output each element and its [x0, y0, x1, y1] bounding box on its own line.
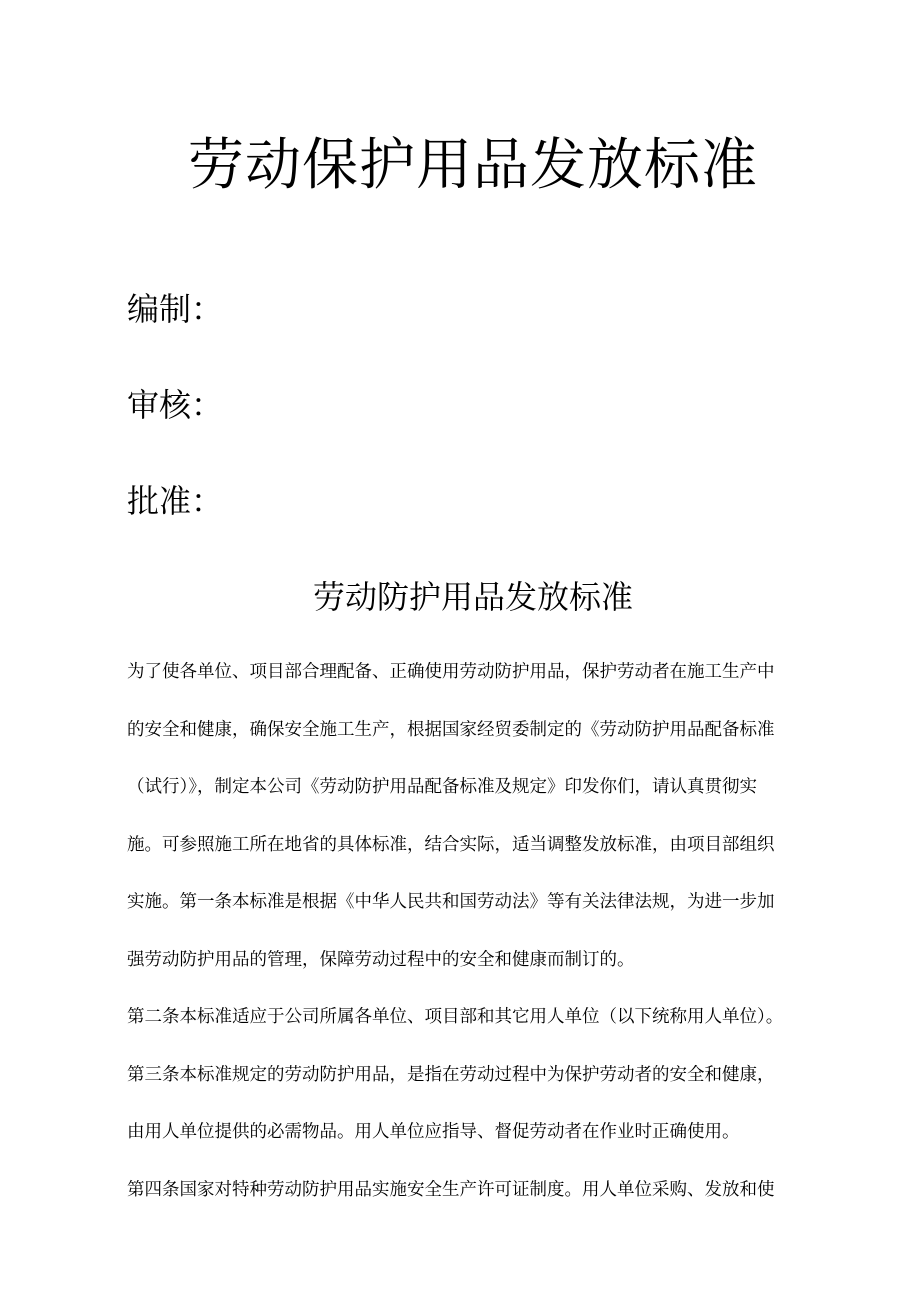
body-line: 实施。第一条本标准是根据《中华人民共和国劳动法》等有关法律法规，为进一步加 — [127, 892, 775, 912]
body-line: 由用人单位提供的必需物品。用人单位应指导、督促劳动者在作业时正确使用。 — [127, 1122, 740, 1142]
body-line: 第二条本标准适应于公司所属各单位、项目部和其它用人单位（以下统称用人单位）。 — [127, 1007, 784, 1027]
document-subtitle: 劳动防护用品发放标准 — [312, 578, 633, 616]
body-line: 为了使各单位、项目部合理配备、正确使用劳动防护用品，保护劳动者在施工生产中 — [127, 662, 775, 682]
document-title: 劳动保护用品发放标准 — [188, 133, 758, 198]
body-line: 施。可参照施工所在地省的具体标准，结合实际，适当调整发放标准，由项目部组织 — [127, 834, 775, 855]
body-text — [127, 655, 843, 1230]
body-line: 第三条本标准规定的劳动防护用品，是指在劳动过程中为保护劳动者的安全和健康， — [127, 1064, 775, 1085]
body-line: 第四条国家对特种劳动防护用品实施安全生产许可证制度。用人单位采购、发放和使 — [127, 1179, 775, 1200]
signoff-reviewed: 审核： — [127, 386, 224, 424]
body-line: （试行）》，制定本公司《劳动防护用品配备标准及规定》印发你们，请认真贯彻实 — [127, 777, 757, 797]
body-line: 强劳动防护用品的管理，保障劳动过程中的安全和健康而制订的。 — [127, 949, 635, 970]
signoff-compiled: 编制： — [127, 290, 224, 328]
signoff-approved: 批准： — [127, 482, 224, 520]
body-line: 的安全和健康，确保安全施工生产，根据国家经贸委制定的《劳动防护用品配备标准 — [127, 719, 775, 740]
